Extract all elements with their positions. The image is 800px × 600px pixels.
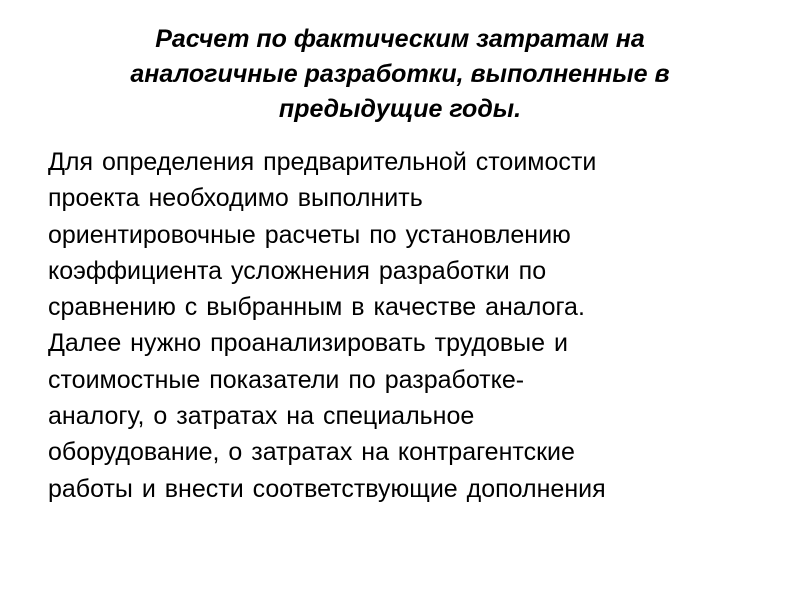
body-line: ориентировочные расчеты по установлению xyxy=(48,220,571,249)
slide-title xyxy=(40,22,760,127)
body-line: аналогу, о затратах на специальное xyxy=(48,402,475,431)
title-line: аналогичные разработки, выполненные в xyxy=(130,60,670,88)
body-line: Для определения предварительной стоимости xyxy=(48,148,597,176)
body-line: сравнению с выбранным в качестве аналога. xyxy=(48,293,585,322)
body-line: проекта необходимо выполнить xyxy=(48,184,423,213)
body-text xyxy=(48,144,748,507)
body-line: Далее нужно проанализировать трудовые и xyxy=(48,329,568,358)
body-line: стоимостные показатели по разработке- xyxy=(48,365,525,394)
body-line: коэффициента усложнения разработки по xyxy=(48,256,547,285)
body-line: оборудование, о затратах на контрагентские xyxy=(48,438,575,467)
title-line: Расчет по фактическим затратам на xyxy=(155,25,645,53)
title-line: предыдущие годы. xyxy=(278,95,522,123)
body-line: работы и внести соответствующие дополнения xyxy=(48,474,606,503)
